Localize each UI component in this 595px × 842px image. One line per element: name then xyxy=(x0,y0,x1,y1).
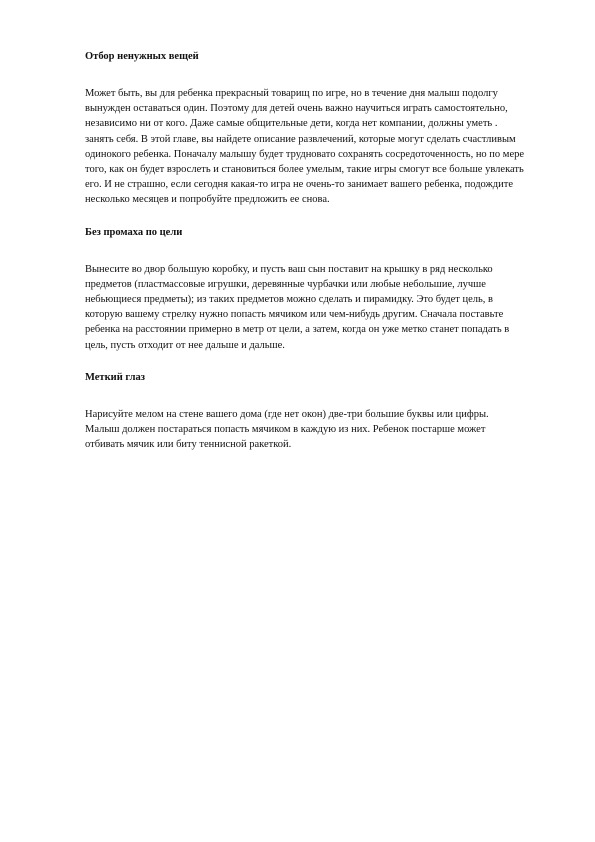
section-paragraph: Вынесите во двор большую коробку, и пусть ваш сын поставит на крышку в ряд несколько предметов (пластмассовые игрушки, деревянные чурбачки или любые небольшие, лучше небьющиеся предметы); из таких предметов можно сделать и пирамидку. Это будет цель, в которую вашему стрелку нужно попасть мячиком или чем-нибудь другим. Сначала поставьте ребенка на расстоянии примерно в метр от цели, а затем, когда он уже метко станет попадать в цель, пусть отходит от нее дальше и дальше. xyxy=(85,263,510,351)
section-hit-target xyxy=(85,226,525,353)
section-heading: Отбор ненужных вещей xyxy=(85,51,199,62)
document-body xyxy=(85,50,525,470)
section-heading: Меткий глаз xyxy=(85,371,145,383)
section-heading: Без промаха по цели xyxy=(85,226,183,238)
section-paragraph: Нарисуйте мелом на стене вашего дома (где нет окон) две-три большие буквы или цифры. Малыш должен постараться попасть мячиком в каждую из них. Ребенок постарше может отбивать мячик или биту теннисной ракеткой. xyxy=(85,408,489,451)
section-paragraph: Может быть, вы для ребенка прекрасный товарищ по игре, но в течение дня малыш подолгу вынужден оставаться один. Поэтому для детей очень важно научиться играть самостоятельно, независимо ни от кого. Даже самые общительные дети, когда нет компании, должны уметь . занять себя. В этой главе, вы найдете описание развлечений, которые могут сделать счастливым одинокого ребенка. Поначалу малышу будет трудновато сохранять сосредоточенность, но по мере того, как он будет взрослеть и становиться более умелым, такие игры смогут все больше увлекать его. И не страшно, если сегодня какая-то игра не очень-то занимает вашего ребенка, подождите несколько месяцев и попробуйте предложить ее снова. xyxy=(85,88,525,206)
section-sharp-eye xyxy=(85,371,525,453)
section-sorting-things xyxy=(85,50,525,208)
